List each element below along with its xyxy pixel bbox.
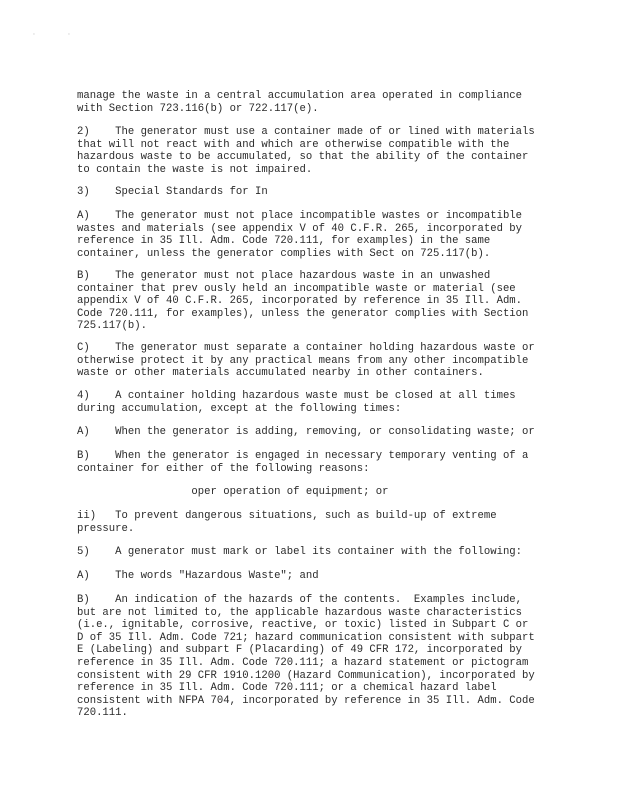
paragraph-4b-ii-prevent-danger: ii) To prevent dangerous situations, such as build-up of extreme pressure. xyxy=(77,510,497,535)
paragraph-3-special-standards: 3) Special Standards for In xyxy=(77,186,268,198)
paragraph-5b-hazard-indication: B) An indication of the hazards of the contents. Examples include, but are not limited to, the applicable hazardous waste characteristics (i.e., ignitable, corrosive, reactive, or toxic) listed in Subpart C or D of 35 Ill. Adm. Code 721; hazard communication consistent with subpart E (Labeling) and subpart F (Placarding) of 49 CFR 172, incorporated by reference in 35 Ill. Adm. Code 720.111; a hazard statement or pictogram consistent with 29 CFR 1910.1200 (Hazard Communication), incorporated by reference in 35 Ill. Adm. Code 720.111; or a chemical hazard label consistent with NFPA 704, incorporated by reference in 35 Ill. Adm. Code 720.111. xyxy=(77,594,535,720)
paragraph-5-mark-label: 5) A generator must mark or label its container with the following: xyxy=(77,546,523,558)
paragraph-3b-unwashed-container: B) The generator must not place hazardous waste in an unwashed container that prev ously held an incompatible waste or material (see appendix V of 40 C.F.R. 265, incorporated by reference in 35 Ill. Adm. Code 720.111, for examples), unless the generator complies with Section 725.117(b). xyxy=(77,270,529,333)
paragraph-5a-words-hazardous-waste: A) The words "Hazardous Waste"; and xyxy=(77,570,319,582)
paragraph-2-container-material: 2) The generator must use a container made of or lined with materials that will not react with and which are otherwise compatible with the hazardous waste to be accumulated, so that the ability of the container to contain the waste is not impaired. xyxy=(77,126,535,176)
corner-mark-left: ' xyxy=(33,32,35,40)
paragraph-3a-incompatible-wastes: A) The generator must not place incompatible wastes or incompatible wastes and materials (see appendix V of 40 C.F.R. 265, incorporated by reference in 35 Ill. Adm. Code 720.111, for examples) in the same container, unless the generator complies with Sect on 725.117(b). xyxy=(77,210,523,260)
corner-mark-right: ' xyxy=(68,32,70,40)
paragraph-3c-separate-container: C) The generator must separate a container holding hazardous waste or otherwise protect it by any practical means from any other incompatible waste or other materials accumulated nearby in other containers. xyxy=(77,342,535,380)
paragraph-continuation: manage the waste in a central accumulation area operated in compliance with Section 723.116(b) or 722.117(e). xyxy=(77,90,523,115)
paragraph-4b-temporary-venting: B) When the generator is engaged in necessary temporary venting of a container for either of the following reasons: xyxy=(77,450,529,475)
paragraph-4a-adding-waste: A) When the generator is adding, removing, or consolidating waste; or xyxy=(77,426,535,438)
paragraph-4-container-closed: 4) A container holding hazardous waste must be closed at all times during accumulation, except at the following times: xyxy=(77,390,516,415)
paragraph-4b-i-operation: oper operation of equipment; or xyxy=(77,486,389,498)
